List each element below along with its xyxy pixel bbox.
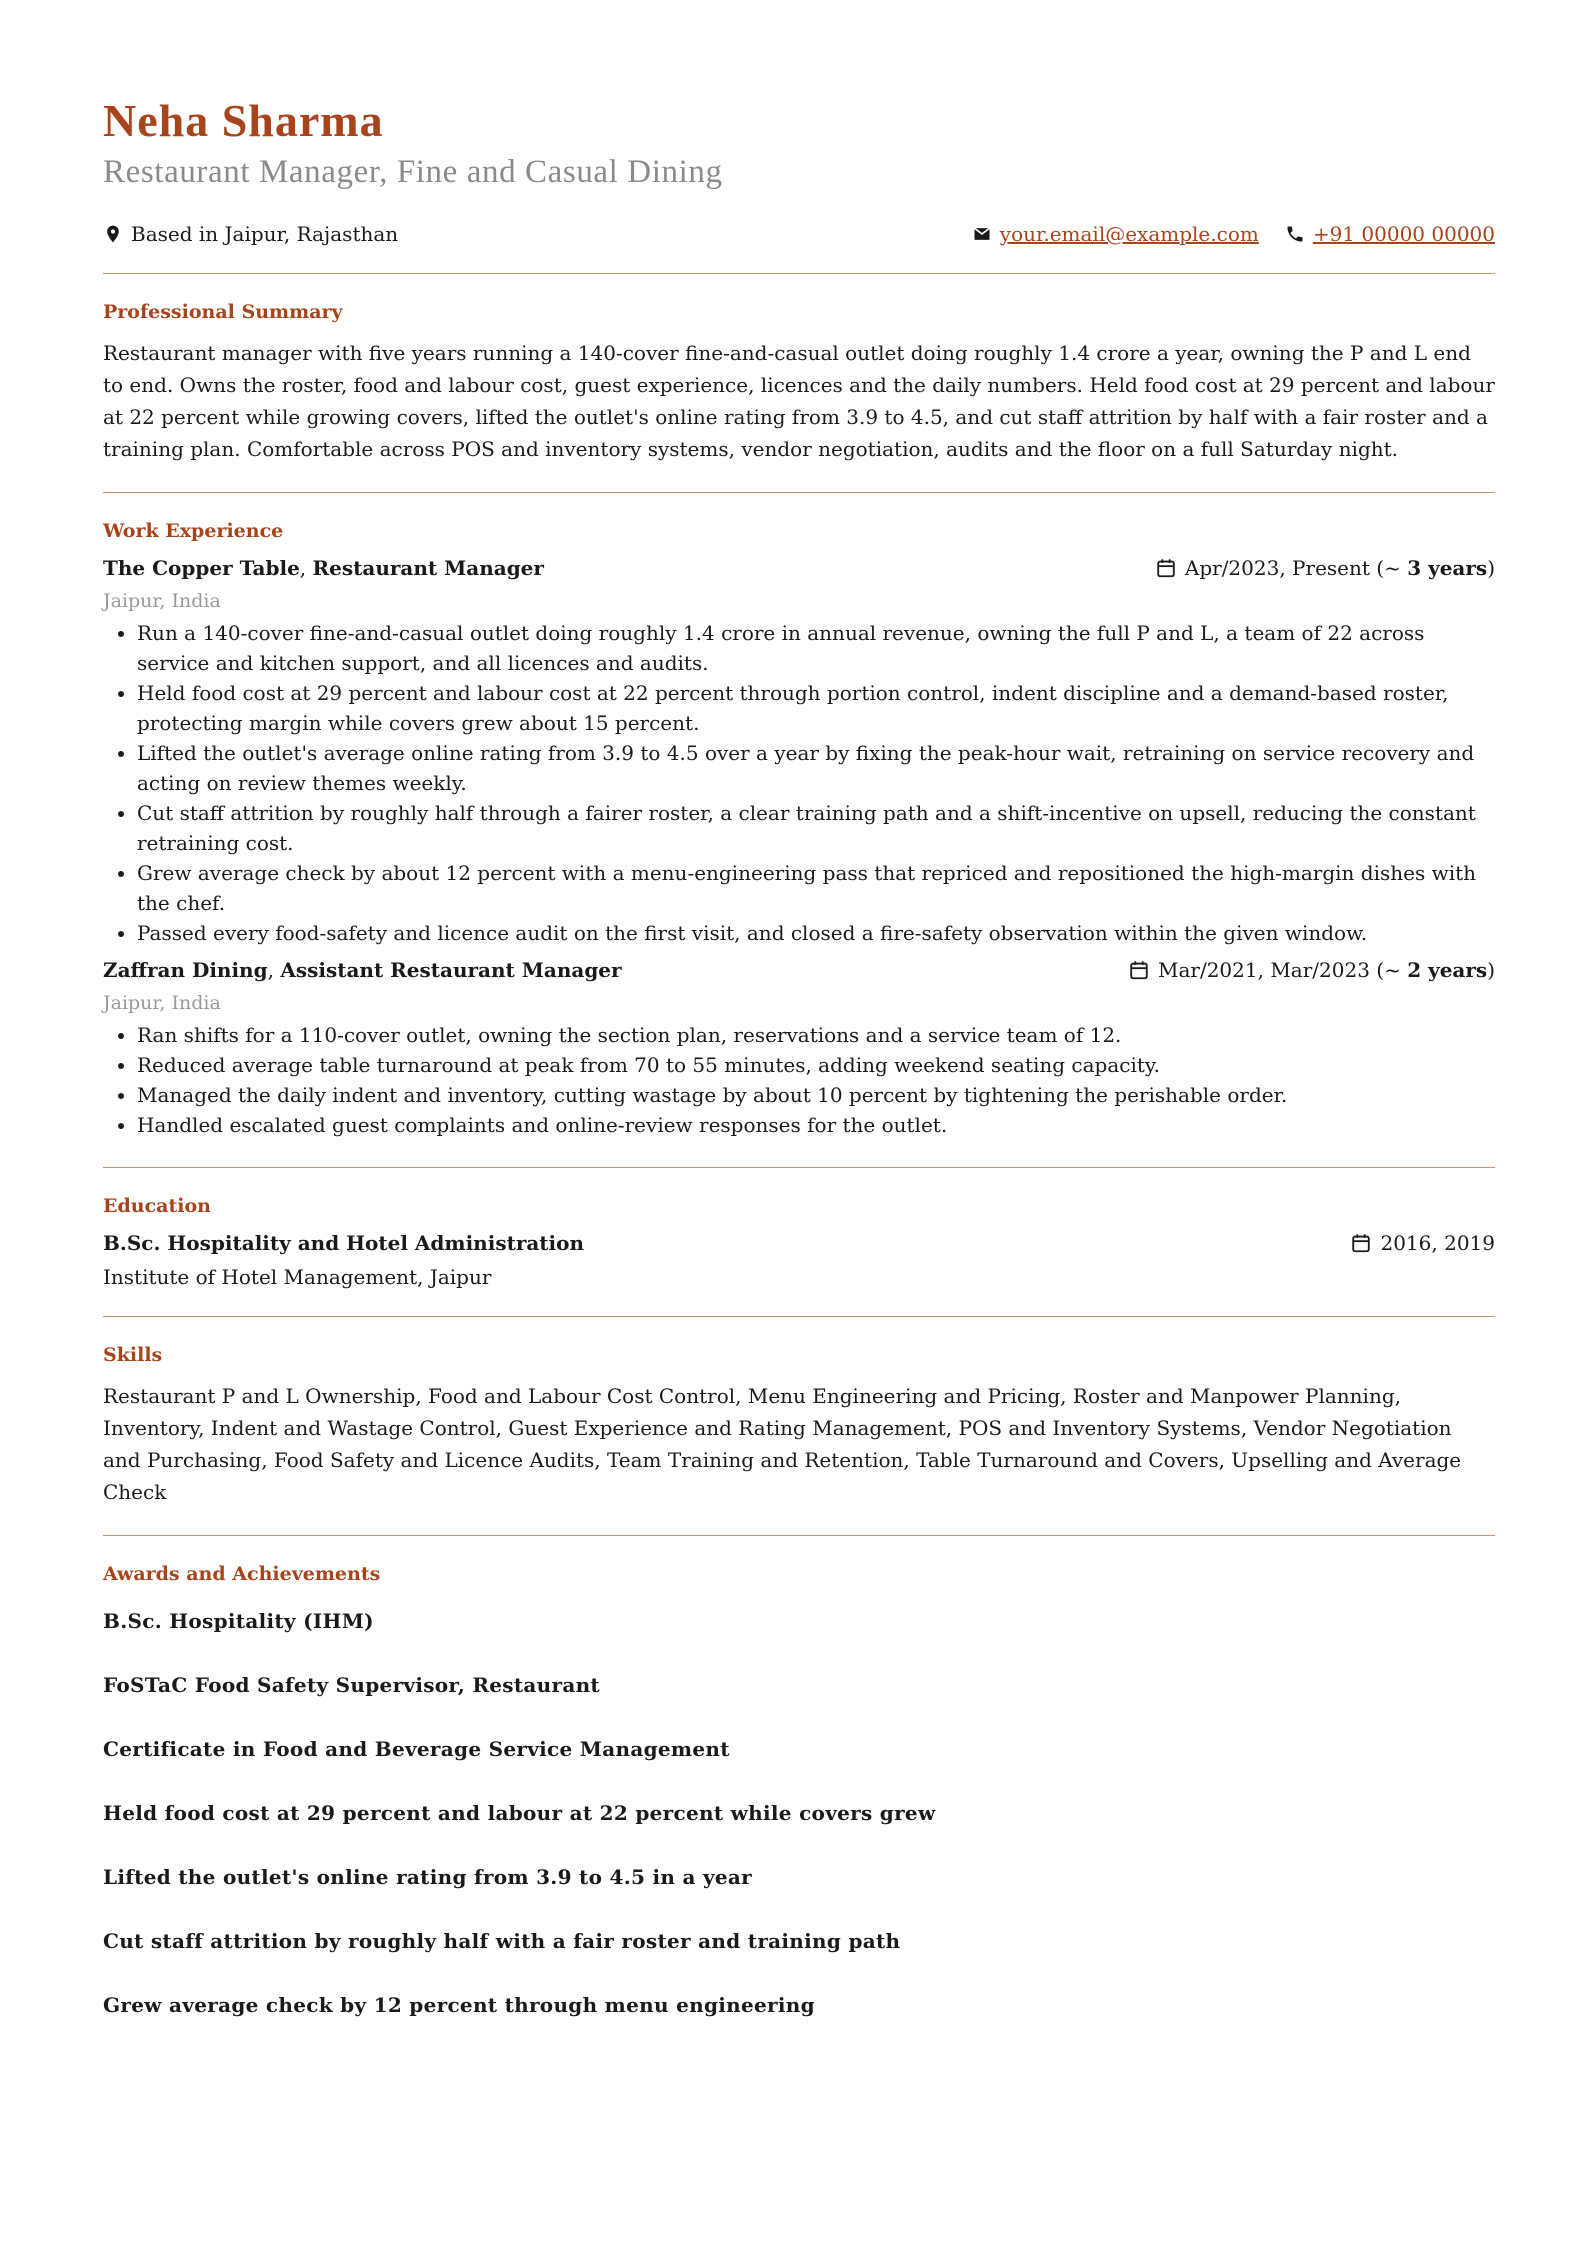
summary-section-title: Professional Summary <box>103 301 343 324</box>
education-section-title: Education <box>103 1195 211 1218</box>
calendar-icon <box>1128 959 1150 981</box>
awards-list <box>103 1609 1495 2017</box>
award-item: FoSTaC Food Safety Supervisor, Restaurant <box>103 1673 600 1698</box>
job-bullet: • Grew average check by about 12 percent with a menu-engineering pass that repriced and repositioned the high-margin dishes with the chef. <box>137 858 1495 918</box>
job-duration: 2 years <box>1407 958 1488 983</box>
job-bullet: • Cut staff attrition by roughly half through a fairer roster, a clear training path and a shift-incentive on upsell, reducing the constant retraining cost. <box>137 798 1495 858</box>
divider <box>103 273 1495 274</box>
job-location: Jaipur, India <box>103 590 221 613</box>
job-title-line: Zaffran Dining, Assistant Restaurant Manager <box>103 958 622 983</box>
job-header <box>103 958 1495 982</box>
envelope-icon <box>972 224 992 244</box>
award-item: Grew average check by 12 percent through menu engineering <box>103 1993 815 2018</box>
award-item: Lifted the outlet's online rating from 3.9 to 4.5 in a year <box>103 1865 753 1890</box>
job-role: Assistant Restaurant Manager <box>280 958 622 983</box>
job-bullets <box>103 618 1495 948</box>
phone-icon <box>1285 224 1305 244</box>
award-item: Certificate in Food and Beverage Service Management <box>103 1737 730 1762</box>
job-location: Jaipur, India <box>103 992 221 1015</box>
job-entry <box>103 958 1495 1140</box>
divider <box>103 492 1495 493</box>
award-item: B.Sc. Hospitality (IHM) <box>103 1609 374 1634</box>
candidate-headline: Restaurant Manager, Fine and Casual Dining <box>103 153 723 190</box>
calendar-icon <box>1155 557 1177 579</box>
job-bullets <box>103 1020 1495 1140</box>
job-bullet: • Passed every food-safety and licence audit on the first visit, and closed a fire-safety observation within the given window. <box>137 918 1495 948</box>
job-bullet: • Handled escalated guest complaints and online-review responses for the outlet. <box>137 1110 1495 1140</box>
award-item: Cut staff attrition by roughly half with a fair roster and training path <box>103 1929 901 1954</box>
job-dates: Apr/2023, Present (~ 3 years) <box>1155 556 1495 580</box>
company-name: Zaffran Dining <box>103 958 268 983</box>
calendar-icon <box>1350 1232 1372 1254</box>
awards-section-title: Awards and Achievements <box>103 1563 381 1586</box>
company-name: The Copper Table <box>103 556 300 581</box>
education-header <box>103 1231 1495 1255</box>
divider <box>103 1316 1495 1317</box>
location-text: Based in Jaipur, Rajasthan <box>131 222 399 247</box>
skills-section-title: Skills <box>103 1344 163 1367</box>
summary-text: Restaurant manager with five years running a 140-cover fine-and-casual outlet doing roughly 1.4 crore a year, owning the P and L end to end. Owns the roster, food and labour cost, guest experience, licences and the daily numbers. Held food cost at 29 percent and labour at 22 percent while growing covers, lifted the outlet's online rating from 3.9 to 4.5, and cut staff attrition by half with a fair roster and a training plan. Comfortable across POS and inventory systems, vendor negotiation, audits and the floor on a full Saturday night. <box>103 341 1495 462</box>
email-item <box>972 222 1259 246</box>
job-date-range: Mar/2021, Mar/2023 (~ <box>1158 958 1408 983</box>
job-dates: Mar/2021, Mar/2023 (~ 2 years) <box>1128 958 1495 982</box>
location-item <box>103 222 398 246</box>
job-bullet: • Ran shifts for a 110-cover outlet, owning the section plan, reservations and a service team of 12. <box>137 1020 1495 1050</box>
job-bullet: • Run a 140-cover fine-and-casual outlet doing roughly 1.4 crore in annual revenue, owning the full P and L, a team of 22 across service and kitchen support, and all licences and audits. <box>137 618 1495 678</box>
job-date-range: Apr/2023, Present (~ <box>1184 556 1408 581</box>
contact-bar <box>103 222 1495 246</box>
job-entry <box>103 556 1495 948</box>
education-dates <box>1350 1231 1495 1255</box>
education-date-range: 2016, 2019 <box>1380 1231 1495 1256</box>
job-bullet: • Reduced average table turnaround at peak from 70 to 55 minutes, adding weekend seating capacity. <box>137 1050 1495 1080</box>
divider <box>103 1535 1495 1536</box>
institution-name: Institute of Hotel Management, Jaipur <box>103 1265 492 1290</box>
contact-links <box>972 222 1495 246</box>
divider <box>103 1167 1495 1168</box>
phone-link[interactable]: +91 00000 00000 <box>1312 222 1495 247</box>
experience-section-title: Work Experience <box>103 520 284 543</box>
job-role: Restaurant Manager <box>312 556 544 581</box>
job-bullet: • Lifted the outlet's average online rating from 3.9 to 4.5 over a year by fixing the peak-hour wait, retraining on service recovery and acting on review themes weekly. <box>137 738 1495 798</box>
job-bullet: • Held food cost at 29 percent and labour cost at 22 percent through portion control, indent discipline and a demand-based roster, protecting margin while covers grew about 15 percent. <box>137 678 1495 738</box>
skills-text: Restaurant P and L Ownership, Food and Labour Cost Control, Menu Engineering and Pricing, Roster and Manpower Planning, Inventory, Indent and Wastage Control, Guest Experience and Rating Management, POS and Inventory Systems, Vendor Negotiation and Purchasing, Food Safety and Licence Audits, Team Training and Retention, Table Turnaround and Covers, Upselling and Average Check <box>103 1384 1462 1505</box>
job-header <box>103 556 1495 580</box>
job-title-line: The Copper Table, Restaurant Manager <box>103 556 544 581</box>
phone-item <box>1285 222 1495 246</box>
map-pin-icon <box>103 224 123 244</box>
job-bullet: • Managed the daily indent and inventory, cutting wastage by about 10 percent by tightening the perishable order. <box>137 1080 1495 1110</box>
email-link[interactable]: your.email@example.com <box>999 222 1259 247</box>
degree-name: B.Sc. Hospitality and Hotel Administration <box>103 1231 585 1256</box>
candidate-name: Neha Sharma <box>103 95 384 146</box>
job-duration: 3 years <box>1407 556 1488 581</box>
award-item: Held food cost at 29 percent and labour at 22 percent while covers grew <box>103 1801 936 1826</box>
